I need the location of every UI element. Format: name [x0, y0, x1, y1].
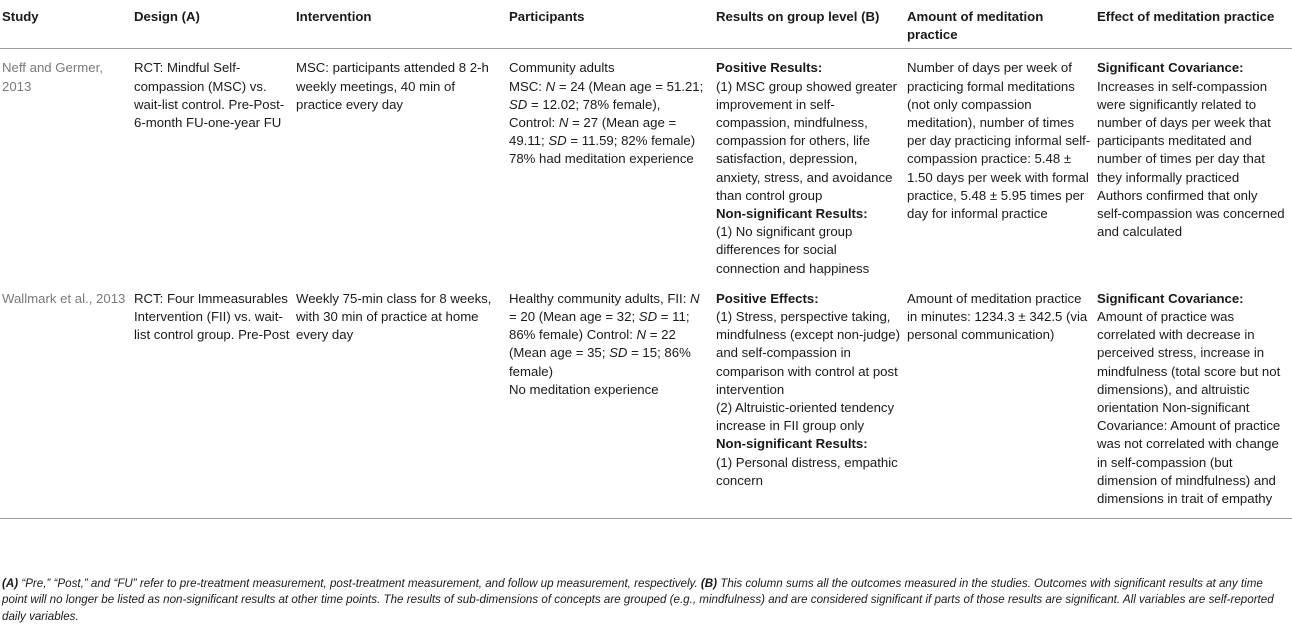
results-text: (1) Stress, perspective taking, mindfulness (except non-judge) and self-compassion in comparison with control at post intervention	[716, 309, 900, 397]
footnote-text-a: “Pre,” “Post,” and “FU” refer to pre-treatment measurement, post-treatment measurement, and follow up measurement, respectively.	[18, 577, 701, 590]
effect-label: Significant Covariance:	[1097, 290, 1244, 306]
participants-text: N	[690, 290, 700, 306]
participants-text: N	[545, 78, 556, 94]
participants-text: = 12.02; 78% female), Control:	[509, 96, 661, 131]
participants-text: = 20 (Mean age = 32;	[509, 309, 639, 325]
footnote-marker-b: (B)	[700, 577, 718, 590]
participants-text: SD	[638, 309, 658, 325]
effect-cell	[1097, 280, 1292, 519]
participants-line	[509, 290, 710, 381]
table-footnote	[2, 576, 1290, 625]
participants-line	[509, 381, 710, 399]
effect-cell	[1097, 49, 1292, 280]
header-study: Study	[0, 0, 134, 49]
participants-text: SD	[509, 96, 528, 112]
results-text: (2) Altruistic-oriented tendency increase in FII group only	[716, 400, 895, 434]
participants-text: SD	[548, 133, 567, 149]
participants-text: No meditation experience	[509, 381, 659, 397]
results-cell	[716, 49, 907, 280]
participants-line	[509, 59, 710, 77]
participants-text: = 27 (Mean age = 49.11;	[509, 115, 677, 149]
design-cell: RCT: Four Immeasurables Intervention (FII) vs. wait-list control group. Pre-Post	[134, 280, 296, 519]
effect-text: Increases in self-compassion were significantly related to number of days per week that participants meditated and number of times per day that they informally practiced Authors confirmed that only self-compassion was concerned and calculated	[1097, 78, 1285, 240]
header-amount: Amount of meditation practice	[907, 0, 1097, 49]
amount-cell: Amount of meditation practice in minutes: 1234.3 ± 342.5 (via personal communication)	[907, 280, 1097, 519]
participants-text: Community adults	[509, 60, 615, 76]
header-participants: Participants	[509, 0, 716, 49]
table-row	[0, 280, 1292, 519]
participants-text: = 22 (Mean age = 35;	[509, 327, 676, 361]
participants-text: MSC:	[509, 78, 546, 94]
intervention-cell: Weekly 75-min class for 8 weeks, with 30 min of practice at home every day	[296, 280, 509, 519]
study-cell: Wallmark et al., 2013	[0, 280, 134, 519]
header-intervention: Intervention	[296, 0, 509, 49]
amount-cell: Number of days per week of practicing formal meditations (not only compassion meditation), number of times per day practicing informal self-compassion practice: 5.48 ± 1.50 days per week with formal practice, 5.48 ± 5.95 times per day for informal practice	[907, 60, 1091, 222]
results-label: Non-significant Results:	[716, 206, 868, 222]
table-row	[0, 49, 1292, 280]
participants-text: = 11; 86% female) Control:	[509, 309, 690, 343]
effect-text: Amount of practice was correlated with decrease in perceived stress, increase in mindfulness (total score but not dimensions), and altruistic orientation Non-significant Covariance: Amount of practice was not correlated with change in self-compassion (but dimension of mindfulness) and dimensions in trait of empathy	[1097, 309, 1281, 507]
intervention-cell: MSC: participants attended 8 2-h weekly meetings, 40 min of practice every day	[296, 60, 489, 112]
results-text: (1) MSC group showed greater improvement in self-compassion, mindfulness, compassion for others, life satisfaction, depression, anxiety, stress, and avoidance than control group	[716, 78, 898, 203]
participants-text: = 24 (Mean age = 51.21;	[555, 78, 704, 94]
header-effect: Effect of meditation practice	[1097, 0, 1292, 49]
footnote-text-b: This column sums all the outcomes measured in the studies. Outcomes with significant results at any time point will no longer be listed as non-significant results at other time points. The results of sub-dimensions of concepts are grouped (e.g., mindfulness) and are considered significant if parts of those results are significant. All variables are self-reported daily variables.	[2, 577, 1274, 623]
participants-cell	[509, 49, 716, 280]
participants-cell	[509, 280, 716, 519]
participants-text: = 11.59; 82% female) 78% had meditation experience	[509, 133, 696, 167]
header-results: Results on group level (B)	[716, 0, 907, 49]
results-label: Positive Results:	[716, 60, 823, 76]
footnote-marker-a: (A)	[2, 577, 19, 590]
participants-text: N	[636, 327, 647, 343]
participants-text: SD	[609, 345, 628, 361]
header-design: Design (A)	[134, 0, 296, 49]
header-row	[0, 0, 1292, 49]
participants-line	[509, 78, 710, 169]
participants-text: = 15; 86% female)	[509, 345, 691, 379]
results-label: Non-significant Results:	[716, 436, 868, 452]
effect-label: Significant Covariance:	[1097, 60, 1244, 76]
design-cell: RCT: Mindful Self-compassion (MSC) vs. wait-list control. Pre-Post-6-month FU-one-year FU	[134, 60, 285, 131]
results-cell	[716, 280, 907, 519]
results-text: (1) Personal distress, empathic concern	[716, 454, 898, 488]
participants-text: N	[558, 115, 569, 131]
participants-text: Healthy community adults, FII:	[509, 290, 691, 306]
results-text: (1) No significant group differences for social connection and happiness	[716, 224, 870, 276]
study-cell: Neff and Germer, 2013	[2, 60, 103, 94]
results-label: Positive Effects:	[716, 290, 819, 306]
